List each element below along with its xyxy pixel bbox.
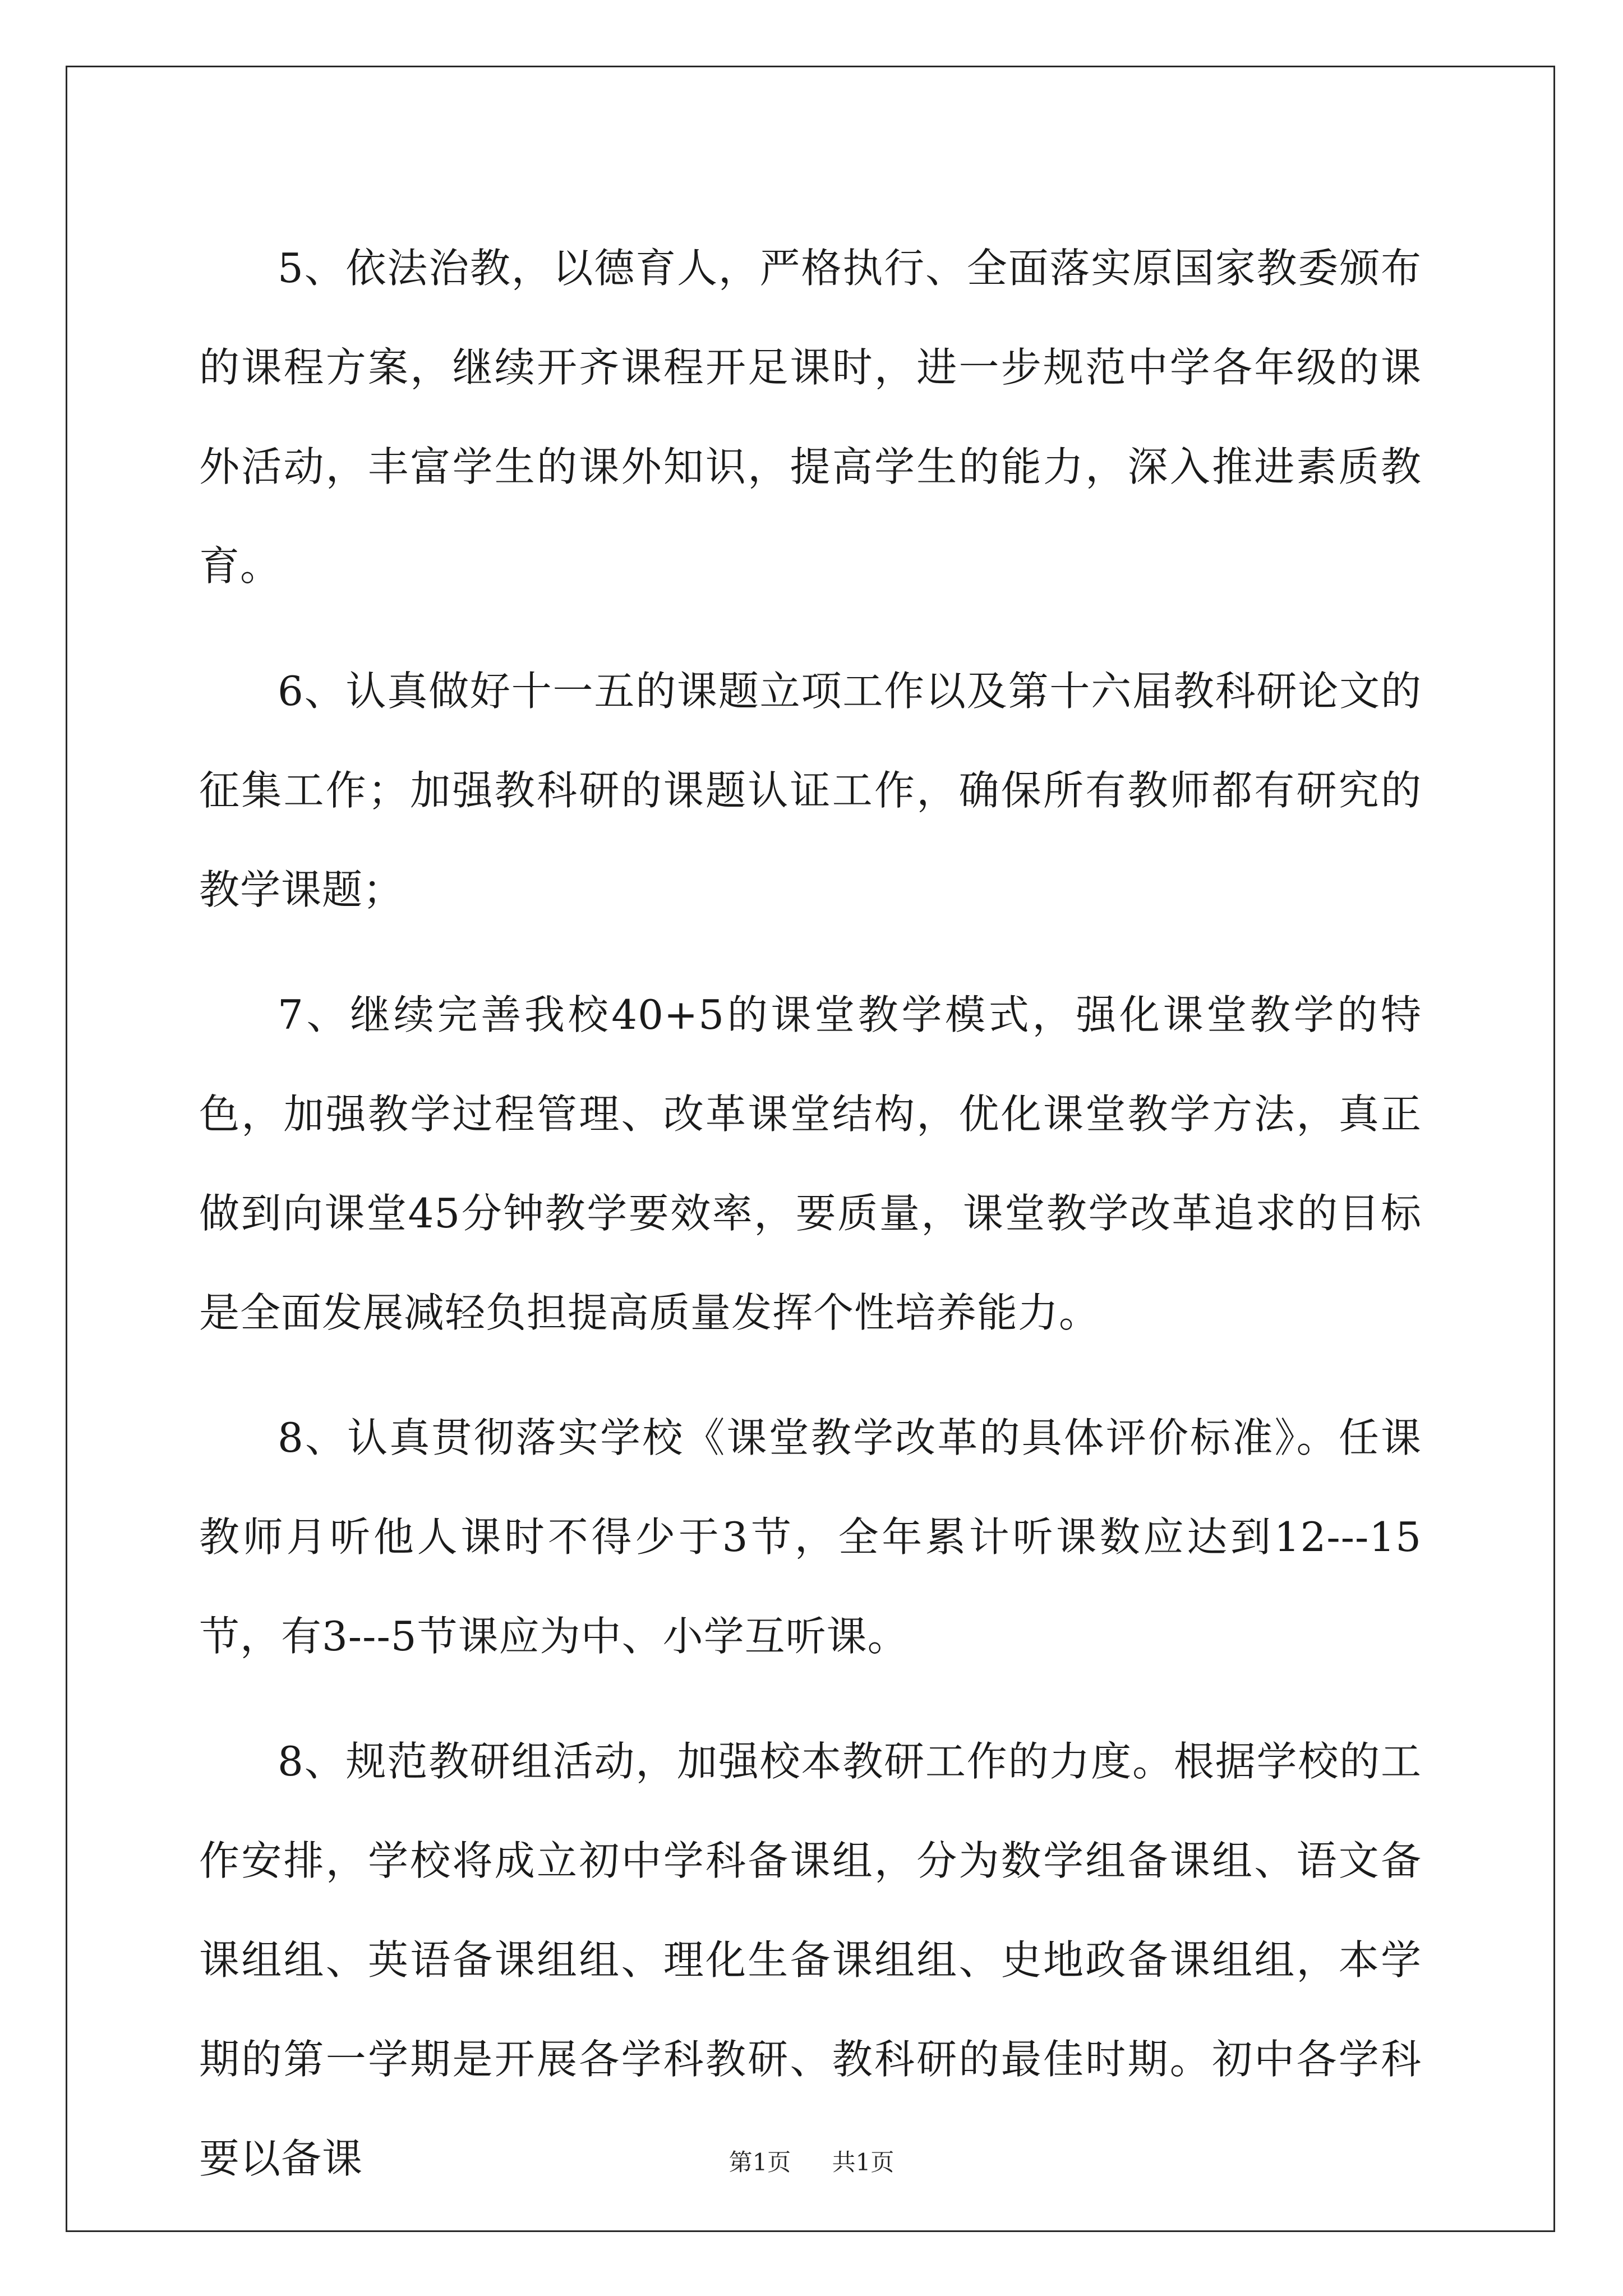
paragraph-item-8b: 8、规范教研组活动，加强校本教研工作的力度。根据学校的工作安排，学校将成立初中学科备课组，分为数学组备课组、语文备课组组、英语备课组组、理化生备课组组、史地政备课组组，本学期的第一学期是开展各学科教研、教科研的最佳时期。初中各学科要以备课: [199, 1738, 1422, 2182]
total-pages: 共1页: [832, 2148, 895, 2176]
paragraph-item-7: 7、继续完善我校40+5的课堂教学模式，强化课堂教学的特色，加强教学过程管理、改革课堂结构，优化课堂教学方法，真正做到向课堂45分钟教学要效率，要质量，课堂教学改革追求的目标是全面发展减轻负担提高质量发挥个性培养能力。: [199, 991, 1422, 1336]
paragraph-item-6: 6、认真做好十一五的课题立项工作以及第十六届教科研论文的征集工作；加强教科研的课题认证工作，确保所有教师都有研究的教学课题；: [199, 668, 1422, 913]
document-body: [199, 219, 1422, 2234]
page-number: 第1页: [728, 2148, 791, 2176]
paragraph-item-5: 5、依法治教，以德育人，严格执行、全面落实原国家教委颁布的课程方案，继续开齐课程开足课时，进一步规范中学各年级的课外活动，丰富学生的课外知识，提高学生的能力，深入推进素质教育。: [199, 245, 1422, 590]
paragraph-item-8a: 8、认真贯彻落实学校《课堂教学改革的具体评价标准》。任课教师月听他人课时不得少于3节，全年累计听课数应达到12---15节，有3---5节课应为中、小学互听课。: [199, 1414, 1422, 1660]
page-footer: [0, 2146, 1623, 2179]
